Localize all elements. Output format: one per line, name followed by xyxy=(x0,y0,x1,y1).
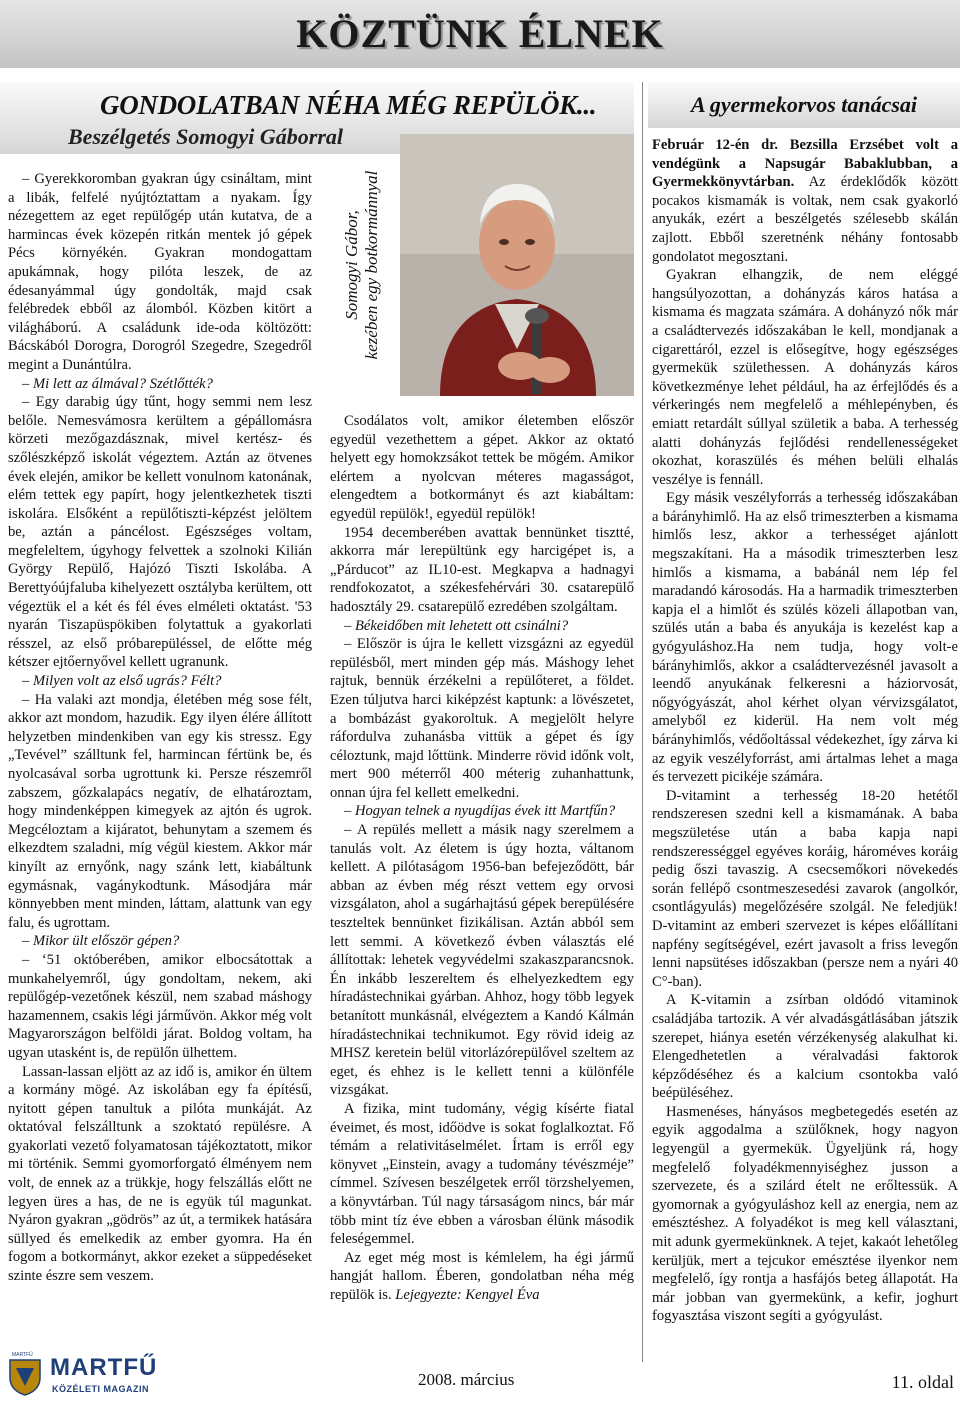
closing-text: Az eget még most is kémlelem, ha égi jármű hangját hallom. Éberen, gondolatban néha még repülök is. xyxy=(330,1249,634,1303)
paragraph: D-vitamint a terhesség 18-20 hetétől rendszeresen szedni kell a kismamának. A baba megszületése után a baba kapja napi rendszerességgel egyéves koráig, hároméves koráig pedig őszi tavaszig. A csecsemőkori növekedés során fellépő csontmeszesedési zavarok (angolkór, csontlágyulás) megelőzésére szolgál. Ne feledjük! D-vitamint az emberi szervezet is képes előállítani napfény segítségével, ezért javasolt a friss levegőn lenni napsütéses időszakban (persze nem a nyári 40 C°-ban). xyxy=(652,787,958,990)
sidebar-lead xyxy=(652,136,958,266)
logo-name: MARTFŰ xyxy=(50,1354,158,1381)
caption-line-2: kezében egy botkormánnyal xyxy=(362,170,381,360)
interview-question: – Békeidőben mit lehetett ott csinálni? xyxy=(344,617,569,634)
logo-small-text: MARTFŰ xyxy=(12,1352,33,1358)
paragraph: 1954 decemberében avattak bennünket tisztté, akkorra már lerepültünk egy harcigépet is, a „Párducot” az IL10-est. Megkapva a hadnagyi rendfokozatot, a székesfehérvári 30. csatarepülő hadosztály 29. csatarepülő ezredében szolgáltam. xyxy=(330,524,634,615)
sidebar-title: A gyermekorvos tanácsai xyxy=(690,92,918,117)
sidebar-lead-bold: Február 12-én dr. Bezsilla Erzsébet volt a vendégünk a Napsugár Babaklubban, a Gyermekkönyvtárban. xyxy=(652,137,958,191)
interview-question: – Mikor ült először gépen? xyxy=(22,933,180,950)
interview-question: – Hogyan telnek a nyugdíjas évek itt Martfűn? xyxy=(344,803,616,820)
page-number: 11. oldal xyxy=(891,1372,954,1392)
article-subhead: Beszélgetés Somogyi Gáborral xyxy=(68,124,343,149)
paragraph: Hasmenéses, hányásos megbetegedés esetén az egyik aggodalma a szülőknek, hogy nagyon legyengül a gyermekük. Ügyeljünk rá, hogy megfelelő folyadékmennyiséghez jusson a szervezete, és a szilárd ételt ne erőltessük. A gyomornak a gyógyuláshoz kell az energia, nem az emésztéshez. A folyadékot is meg kell választani, mit adunk gyermekünknek. A tejet, kakaót lehetőleg kerüljük, mert a tejcukor emésztése ilyenkor nem megfelelő, így rontja a hasfájós beteg állapotát. Ha már jobban van gyermekünk, a kefir, joghurt fogyasztása viszont segíti a gyógyulást. xyxy=(652,1103,958,1325)
paragraph: – Egy darabig úgy tűnt, hogy semmi nem lesz belőle. Nemesvámosra kerültem a gépállomásra körzeti mezőgazdásznak, mivel kertész- és szőlészképző iskolát végeztem. Aztán az ötvenes évek elején, amikor be kellett vonulnom katonának, elém tettek egy papírt, hogy jelentkezhetek tiszti iskolára. Elsőként a repülőtiszti-képzést jelöltem be, aztán a páncélost. Egészséges voltam, megfeleltem, úgyhogy felvettek a szolnoki Kilián György Repülő, Hajózó Tiszti Iskolába. A Berettyóújfaluba kihelyezett osztályba kerültem, ott végeztük el a két és fél éves elméleti oktatást. '53 nyarán Tiszapüspökiben folytattuk a gyakorlati résszel, az első próbarepüléssel, de előtte még kétszer ejtőernyővel kellett ugranunk. xyxy=(8,394,312,671)
paragraph: A fizika, mint tudomány, végig kísérte fiatal éveimet, és most, időödve is sokat foglalkoztat. Fő témám a relativitáselmélet. Írtam is erről egy könyvet „Einstein, avagy a tudomány tévészméje” címmel. Szívesen beszélgetek erről törzshelyemen, a könyvtárban. Túl nagy társaságom nincs, bár már több mint tíz éve ebben a városban élünk második feleségemmel. xyxy=(330,1100,634,1248)
paragraph: – Gyerekkoromban gyakran úgy csináltam, mint a libák, felfelé nyújtóztattam a nyakam. Így nézegettem az eget repülőgép után kutatva, de a harmincas évek közepén ritkán mentek jó gépek Pécs környékén. Gyakran mondogattam apukámnak, hogy pilóta leszek, de az édesanyámmal úgy gondolták, majd csak felébredek ebből az álomból. Közben kitört a világháború. A családunk ide-oda költözött: Bácskából Dorogra, Dorogról Szegedre, Szegedről megint a Dunántúlra. xyxy=(8,171,312,373)
paragraph: – Ha valaki azt mondja, életében még sose félt, akkor azt mondom, hazudik. Egy ilyen élére állított helyzetben mindenkiben van egy kis stressz. Egy „Tevével” szálltunk fel, harmincan fértünk be, és nyolcasával sorba ugrottunk ki. Persze részemről zabszem, gőzkalapács negatív, de elhatároztam, hogy mindenképpen kimegyek az ajtón és ugrok. Megcéloztam a kijáratot, behunytam a szemem és elkezdtem szaladni, míg végül kiestem. Akkor már kinyílt az ernyőnk, nagy szánk lett, kiabáltunk egymásnak, vagánykodtunk. Másodjára már könnyebben ment minden, láttam, alattunk van egy falu, és ugrottam. xyxy=(8,691,312,931)
coat-of-arms-icon xyxy=(8,1358,42,1396)
paragraph: – A repülés mellett a másik nagy szerelmem a tanulás volt. Az életem is úgy hozta, váltanom kellett. A pilótaságom 1956-ban befejeződött, bár abban az évben még részt vettem egy orvosi vizsgálaton, ahol a sugárhajtású gépek berepülésére teszteltek bennünket fizikálisan. Aztán abból sem lett semmi. A következő évben választás elé állítottak: lehetek vegyvédelmi szakaszparancsnok. Én inkább leszereltem és elhelyezkedtem egy híradástechnikai gyárban. Ahhoz, hogy több legyek betanított munkásnál, elvégeztem a Kandó Kálmán híradástechnikai technikumot. Egy rövid ideig az MHSZ keretein belül vitorlázórepülővel szeltem az eget, és ehhez is le kellett tenni a különféle vizsgákat. xyxy=(330,822,634,1099)
magazine-logo xyxy=(6,1352,176,1400)
article-headline: GONDOLATBAN NÉHA MÉG REPÜLÖK... xyxy=(100,90,597,120)
sidebar-column xyxy=(652,136,958,1326)
paragraph: Gyakran elhangzik, de nem eléggé hangsúlyozottan, a dohányzás káros hatása a kismama és magzata számára. A dohányzó nők már a családtervezés időszakában le kell, mondjanak a cigarettáról, ezzel is elősegítve, hogy egészséges gyermekük születhessen. A dohányzás káros következménye lehet például, ha az érfejlődés és a vérkeringés nem megfelelő a méhlepényben, és emiatt retardált súllyal születik a baba. A terhesség alatti dohányzás fejlődési rendellenességeket okozhat, koraszülés és méhen belüli elhalás veszélye is fennáll. xyxy=(652,267,958,488)
paragraph: – Először is újra le kellett vizsgázni az egyedül repülésből, mert minden gép más. Máshogy lehet rajtuk, bennük érzékelni a repülőteret, a földet. Ezen túljutva harci kiképzést kaptunk: a lövészetet, a bombázást gyakoroltuk. A megjelölt helyre ráfordulva zuhanásba vittük a gépet és így céloztunk, majd lőttünk. Minderre rövid időnk volt, mert 900 méterről 400 méterig zuhanhattunk, onnan újra fel kellett emelkedni. xyxy=(330,636,634,801)
portrait-photo xyxy=(400,134,634,396)
interview-question: – Milyen volt az első ugrás? Félt? xyxy=(22,673,222,690)
column-divider xyxy=(642,82,643,1362)
logo-subtitle: KÖZÉLETI MAGAZIN xyxy=(52,1384,149,1394)
paragraph: A K-vitamin a zsírban oldódó vitaminok családjába tartozik. A vér alvadásgátlásában játszik szerepet, hiánya esetén vérzékenység alakulhat ki. Elengedhetetlen a véralvadási faktorok képződéséhez és a kalcium csontokba való beépüléséhez. xyxy=(652,992,958,1102)
issue-date: 2008. március xyxy=(418,1370,515,1389)
photo-caption xyxy=(322,140,402,390)
paragraph xyxy=(330,1249,634,1305)
article-column-2 xyxy=(330,412,634,1305)
author-credit: Lejegyezte: Kengyel Éva xyxy=(395,1286,540,1303)
paragraph: Lassan-lassan eljött az az idő is, amikor én ültem a kormány mögé. Az iskolában egy fa építésű, nyitott gépen tanultuk a pilóta munkáját. Az oktatóval felszálltunk a szoktató repülésre. A gyakorlati vezető folyamatosan tájékoztatott, mikor mi történik. Semmi gyomorforgató élményem nem volt, de ennek az a trükkje, hogy felszállás előtt ne legyen üres a has, de ne is együk túl magunkat. Nyáron gyakran „gödrös” az út, a termikek hatására süllyed és emelkedik az ember gyomra. Ha én fogom a botkormányt, akkor ezeket a süppedéseket szinte észre sem veszem. xyxy=(8,1063,312,1285)
section-title: KÖZTÜNK ÉLNEK xyxy=(296,11,664,56)
article-column-1 xyxy=(8,170,312,1286)
paragraph: Csodálatos volt, amikor életemben először egyedül vezethettem a gépet. Akkor az oktató helyett egy homokzsákot tettek be mögém. Amikor elértem a nyolcvan méteres magasságot, elengedtem a botkormányt és azt kiabáltam: egyedül repülök!, egyedül repülök! xyxy=(330,413,634,522)
paragraph: – ‘51 októberében, amikor elbocsátottak a munkahelyemről, úgy gondoltam, nekem, aki repülőgép-vezetőnek készül, nem szabad máshogy hazamennem, csakis légi járművön. Akkor még volt Magyarországon belföldi járat. Boldog voltam, ha ugyan utasként is, de repülőn ülhettem. xyxy=(8,951,312,1061)
interview-question: – Mi lett az álmával? Szétlőtték? xyxy=(22,375,213,392)
sidebar-lead-rest: Az érdeklődők között pocakos kismamák is voltak, nem csak gyakorló anyukák, ezért a beszélgetés szélesebb skálán zajlott. Ebből szeretnénk néhány fontosabb gondolatot megosztani. xyxy=(652,174,958,265)
caption-line-1: Somogyi Gábor, xyxy=(342,210,361,320)
paragraph: Egy másik veszélyforrás a terhesség időszakában a bárányhimlő. Ha az első trimeszterben a kismama himlős lesz, akkor a terhességet ajánlott megszakítani. Ha a második trimeszterben lesz himlős a kismama, a babánál nem lép fel maradandó károsodás. Ha a harmadik trimeszterben kapja el a himlőt és szülés közeli állapotban van, szülés után a baba és anyukája is kezelést kap a gyógyuláshoz.Ha nem tudja, hogy volt-e bárányhimlős, akkor a családtervezésnél javasolt a leendő anyukának felkeresni a háziorvosát, nőgyógyászát, ahol kérhet olyan vérvizsgálatot, amelyből ez kiderül. Ha nem volt még bárányhimlős, védőoltással védekezhet, így zárva ki az egyik veszélyforrást, ami ártalmas lehet a maga és tervezett picikéje számára. xyxy=(652,490,958,786)
